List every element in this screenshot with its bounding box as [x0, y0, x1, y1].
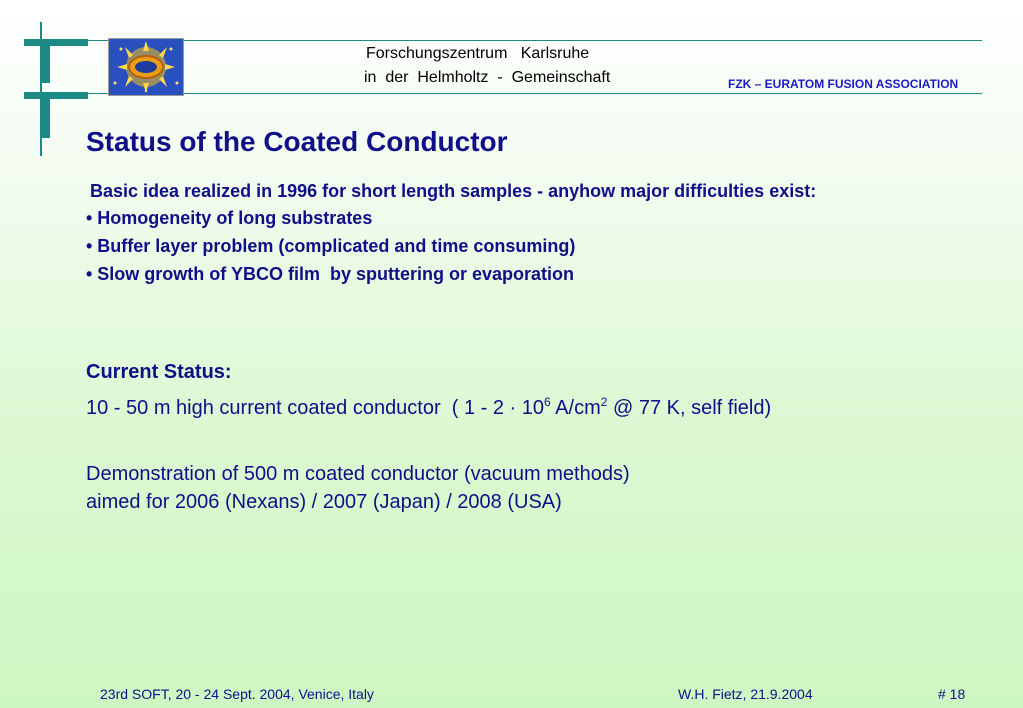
exponent-2: 2 [600, 395, 608, 409]
intro-text: Basic idea realized in 1996 for short length samples - anyhow major difficulties exist: [90, 181, 817, 201]
logo-bar-upper-stem [40, 39, 50, 83]
logo-bar-lower-stem [40, 92, 50, 138]
bullet-item: • Homogeneity of long substrates [86, 208, 373, 228]
current-status-suffix: @ 77 K, self field) [607, 397, 772, 419]
footer-conference: 23rd SOFT, 20 - 24 Sept. 2004, Venice, Italy [100, 686, 374, 702]
footer-author-date: W.H. Fietz, 21.9.2004 [678, 686, 813, 702]
institute-name: Forschungszentrum Karlsruhe [366, 45, 590, 62]
footer-slide-number: # 18 [938, 686, 966, 702]
current-status-prefix: 10 - 50 m high current coated conductor ( 1 - 2 · 10 [86, 397, 545, 419]
association-label: FZK – EURATOM FUSION ASSOCIATION [728, 77, 959, 91]
slide-title: Status of the Coated Conductor [86, 126, 508, 157]
fzk-logo [0, 0, 100, 160]
current-status-heading: Current Status: [86, 361, 232, 383]
current-status-line [86, 395, 771, 420]
current-status-unit: A/cm [550, 397, 601, 419]
demo-line-2: aimed for 2006 (Nexans) / 2007 (Japan) / 2008 (USA) [86, 491, 562, 513]
institute-affiliation: in der Helmholtz - Gemeinschaft [364, 69, 611, 86]
euratom-logo [108, 38, 184, 96]
exponent-6: 6 [544, 395, 551, 409]
demo-line-1: Demonstration of 500 m coated conductor (vacuum methods) [86, 463, 630, 485]
bullet-item: • Buffer layer problem (complicated and time consuming) [86, 236, 576, 256]
bullet-item: • Slow growth of YBCO film by sputtering or evaporation [86, 264, 574, 284]
